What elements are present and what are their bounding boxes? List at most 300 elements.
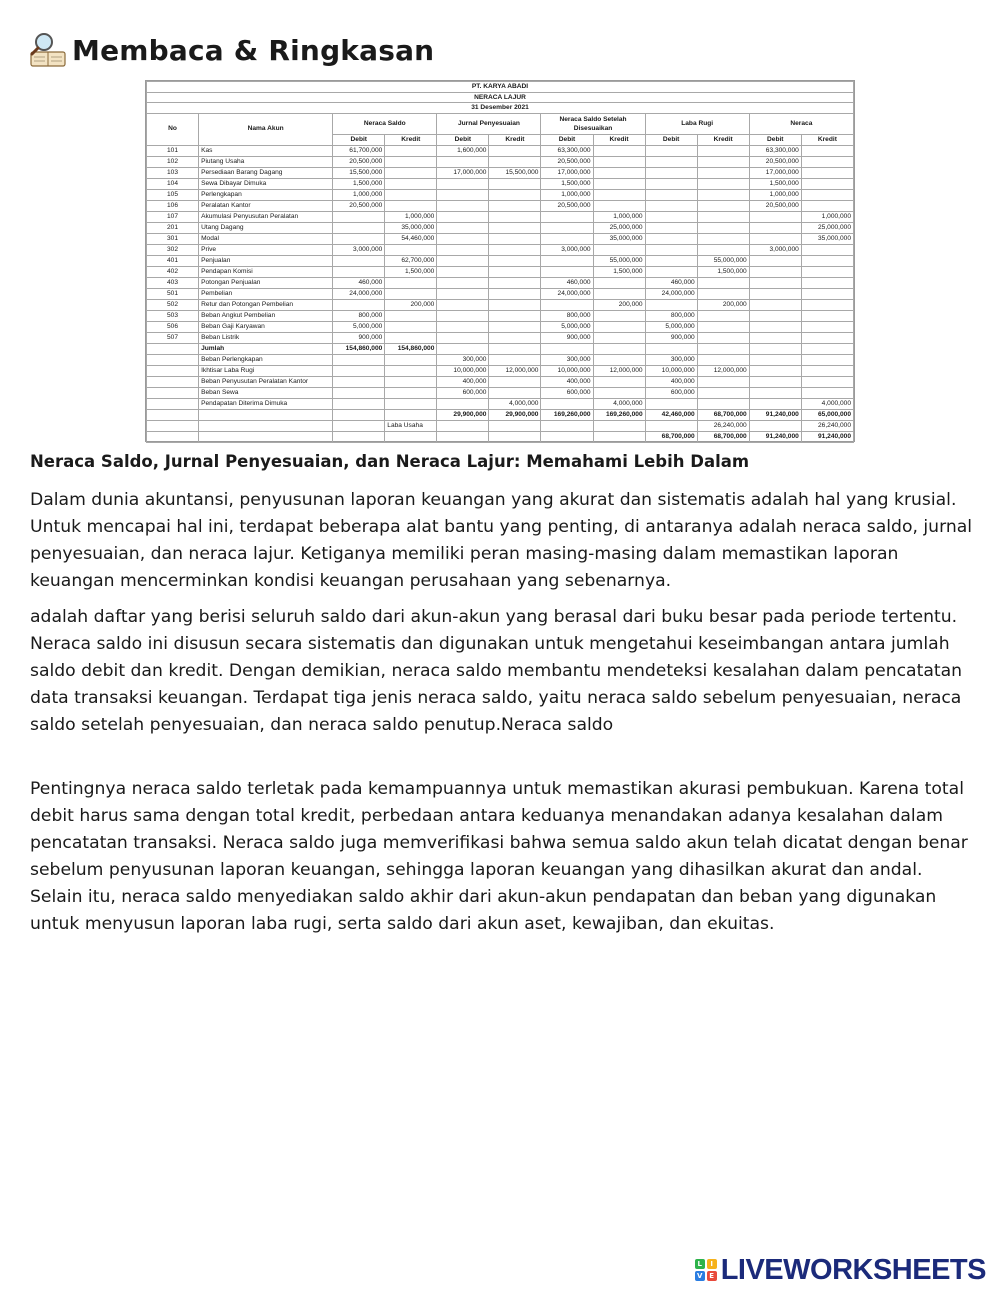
account-number: 101 — [147, 145, 199, 156]
amount-cell: 35,000,000 — [385, 222, 437, 233]
amount-cell: 20,500,000 — [541, 200, 593, 211]
account-name: Persediaan Barang Dagang — [199, 167, 333, 178]
amount-cell — [333, 365, 385, 376]
amount-cell: 55,000,000 — [593, 255, 645, 266]
table-row — [147, 211, 854, 222]
amount-cell: 300,000 — [437, 354, 489, 365]
credit-header: Kredit — [385, 134, 437, 145]
account-name: Beban Angkut Pembelian — [199, 310, 333, 321]
amount-cell — [333, 354, 385, 365]
account-number: 506 — [147, 321, 199, 332]
amount-cell — [749, 321, 801, 332]
table-row — [147, 409, 854, 420]
amount-cell: 3,000,000 — [749, 244, 801, 255]
debit-header: Debit — [749, 134, 801, 145]
amount-cell — [489, 431, 541, 442]
amount-cell: 24,000,000 — [541, 288, 593, 299]
amount-cell — [801, 365, 853, 376]
amount-cell: 91,240,000 — [749, 431, 801, 442]
amount-cell: 63,300,000 — [541, 145, 593, 156]
account-number: 403 — [147, 277, 199, 288]
amount-cell — [593, 178, 645, 189]
amount-cell: 68,700,000 — [645, 431, 697, 442]
debit-header: Debit — [541, 134, 593, 145]
account-name: Akumulasi Penyusutan Peralatan — [199, 211, 333, 222]
amount-cell — [489, 354, 541, 365]
amount-cell — [333, 398, 385, 409]
amount-cell: 20,500,000 — [541, 156, 593, 167]
amount-cell — [697, 200, 749, 211]
amount-cell — [749, 277, 801, 288]
amount-cell — [749, 299, 801, 310]
table-row — [147, 222, 854, 233]
account-name: Sewa Dibayar Dimuka — [199, 178, 333, 189]
amount-cell — [749, 420, 801, 431]
amount-cell — [593, 288, 645, 299]
amount-cell — [385, 332, 437, 343]
amount-cell: 29,900,000 — [437, 409, 489, 420]
table-row — [147, 167, 854, 178]
amount-cell — [645, 266, 697, 277]
amount-cell — [333, 299, 385, 310]
amount-cell: 26,240,000 — [697, 420, 749, 431]
account-name: Jumlah — [199, 343, 333, 354]
account-number: 401 — [147, 255, 199, 266]
amount-cell — [645, 233, 697, 244]
amount-cell — [749, 255, 801, 266]
amount-cell — [541, 211, 593, 222]
amount-cell — [541, 266, 593, 277]
amount-cell: 1,000,000 — [801, 211, 853, 222]
company-name: PT. KARYA ABADI — [147, 82, 854, 93]
amount-cell — [593, 145, 645, 156]
amount-cell: 460,000 — [333, 277, 385, 288]
amount-cell: 10,000,000 — [645, 365, 697, 376]
table-row — [147, 420, 854, 431]
amount-cell — [697, 354, 749, 365]
amount-cell — [801, 200, 853, 211]
amount-cell: 460,000 — [541, 277, 593, 288]
account-name: Prive — [199, 244, 333, 255]
amount-cell — [437, 178, 489, 189]
amount-cell: 1,500,000 — [541, 178, 593, 189]
amount-cell — [541, 222, 593, 233]
table-row — [147, 398, 854, 409]
logo-mark-letter: V — [695, 1271, 705, 1281]
amount-cell: 1,000,000 — [333, 189, 385, 200]
account-number — [147, 354, 199, 365]
account-name: Ikhtisar Laba Rugi — [199, 365, 333, 376]
account-name: Beban Listrik — [199, 332, 333, 343]
amount-cell — [749, 211, 801, 222]
amount-cell — [437, 288, 489, 299]
amount-cell: 12,000,000 — [593, 365, 645, 376]
account-number: 102 — [147, 156, 199, 167]
amount-cell — [385, 167, 437, 178]
amount-cell: 20,500,000 — [333, 200, 385, 211]
amount-cell: 3,000,000 — [333, 244, 385, 255]
amount-cell: 25,000,000 — [593, 222, 645, 233]
amount-cell — [645, 299, 697, 310]
amount-cell — [385, 277, 437, 288]
amount-cell — [489, 288, 541, 299]
account-number: 503 — [147, 310, 199, 321]
amount-cell: 460,000 — [645, 277, 697, 288]
amount-cell — [385, 431, 437, 442]
amount-cell: 1,500,000 — [697, 266, 749, 277]
amount-cell — [333, 255, 385, 266]
amount-cell — [437, 156, 489, 167]
paragraph-importance: Pentingnya neraca saldo terletak pada kemampuannya untuk memastikan akurasi pembukuan. Karena total debit harus sama dengan total kredit, perbedaan antara keduanya menandakan adanya kesalahan dalam pencatatan transaksi. Neraca saldo juga memverifikasi bahwa semua saldo akun telah dicatat dengan benar sebelum penyusunan laporan keuangan, sehingga laporan keuangan yang dihasilkan akurat dan andal. Selain itu, neraca saldo menyediakan saldo akhir dari akun-akun pendapatan dan beban yang digunakan untuk menyusun laporan laba rugi, serta saldo dari akun aset, kewajiban, dan ekuitas. — [30, 779, 968, 934]
amount-cell — [801, 244, 853, 255]
amount-cell: 54,460,000 — [385, 233, 437, 244]
account-number: 402 — [147, 266, 199, 277]
amount-cell — [593, 431, 645, 442]
amount-cell — [541, 255, 593, 266]
amount-cell — [697, 189, 749, 200]
amount-cell: 800,000 — [333, 310, 385, 321]
amount-cell: 4,000,000 — [801, 398, 853, 409]
amount-cell — [541, 343, 593, 354]
amount-cell: 26,240,000 — [801, 420, 853, 431]
amount-cell — [385, 178, 437, 189]
logo-mark-letter: E — [707, 1271, 717, 1281]
account-number — [147, 387, 199, 398]
amount-cell — [333, 431, 385, 442]
amount-cell — [437, 321, 489, 332]
account-name — [199, 409, 333, 420]
amount-cell — [333, 387, 385, 398]
account-name: Peralatan Kantor — [199, 200, 333, 211]
amount-cell — [749, 266, 801, 277]
paragraph-definition: adalah daftar yang berisi seluruh saldo dari akun-akun yang berasal dari buku besar pada periode tertentu. Neraca saldo ini disusun secara sistematis dan digunakan untuk mengetahui keseimbangan antara jumlah saldo debit dan kredit. Dengan demikian, neraca saldo membantu mendeteksi kesalahan dalam pencatatan data transaksi keuangan. Terdapat tiga jenis neraca saldo, yaitu neraca saldo sebelum penyesuaian, neraca saldo setelah penyesuaian, dan neraca saldo penutup.Neraca saldo — [30, 607, 963, 735]
amount-cell — [645, 189, 697, 200]
amount-cell: 600,000 — [645, 387, 697, 398]
amount-cell — [437, 255, 489, 266]
amount-cell — [801, 354, 853, 365]
amount-cell — [489, 299, 541, 310]
amount-cell — [697, 244, 749, 255]
amount-cell — [437, 244, 489, 255]
amount-cell: 900,000 — [645, 332, 697, 343]
amount-cell — [593, 156, 645, 167]
amount-cell: 55,000,000 — [697, 255, 749, 266]
group-header: Laba Rugi — [645, 113, 749, 134]
amount-cell — [593, 332, 645, 343]
account-name: Pendapan Komisi — [199, 266, 333, 277]
account-name — [199, 431, 333, 442]
logo-mark-letter: L — [695, 1259, 705, 1269]
amount-cell — [645, 200, 697, 211]
account-name: Perlengkapan — [199, 189, 333, 200]
amount-cell — [801, 310, 853, 321]
amount-cell — [541, 233, 593, 244]
amount-cell: 154,860,000 — [333, 343, 385, 354]
amount-cell: 600,000 — [437, 387, 489, 398]
worksheet-table — [146, 81, 854, 443]
amount-cell: 1,000,000 — [593, 211, 645, 222]
amount-cell — [593, 310, 645, 321]
account-name: Piutang Usaha — [199, 156, 333, 167]
paragraph-intro: Dalam dunia akuntansi, penyusunan laporan keuangan yang akurat dan sistematis adalah hal yang krusial. Untuk mencapai hal ini, terdapat beberapa alat bantu yang penting, di antaranya adalah neraca saldo, jurnal penyesuaian, dan neraca lajur. Ketiganya memiliki peran masing-masing dalam memastikan laporan keuangan mencerminkan kondisi keuangan perusahaan yang sebenarnya. — [30, 490, 973, 591]
amount-cell — [801, 321, 853, 332]
amount-cell — [697, 156, 749, 167]
amount-cell — [385, 398, 437, 409]
amount-cell — [489, 376, 541, 387]
amount-cell: 1,500,000 — [593, 266, 645, 277]
amount-cell — [749, 332, 801, 343]
amount-cell — [489, 233, 541, 244]
account-number: 106 — [147, 200, 199, 211]
amount-cell — [385, 354, 437, 365]
amount-cell — [697, 233, 749, 244]
amount-cell — [749, 376, 801, 387]
amount-cell — [385, 310, 437, 321]
account-number: 501 — [147, 288, 199, 299]
table-row — [147, 354, 854, 365]
amount-cell — [801, 288, 853, 299]
amount-cell: 12,000,000 — [697, 365, 749, 376]
debit-header: Debit — [437, 134, 489, 145]
amount-cell — [333, 376, 385, 387]
amount-cell — [333, 409, 385, 420]
amount-cell — [645, 211, 697, 222]
amount-cell — [541, 299, 593, 310]
amount-cell — [437, 277, 489, 288]
amount-cell — [801, 189, 853, 200]
amount-cell: 15,500,000 — [333, 167, 385, 178]
amount-cell — [749, 365, 801, 376]
amount-cell — [801, 167, 853, 178]
credit-header: Kredit — [697, 134, 749, 145]
amount-cell — [385, 409, 437, 420]
amount-cell — [697, 277, 749, 288]
amount-cell: 900,000 — [541, 332, 593, 343]
liveworksheets-logo — [695, 1253, 986, 1287]
account-name: Penjualan — [199, 255, 333, 266]
account-number: 104 — [147, 178, 199, 189]
amount-cell — [489, 321, 541, 332]
amount-cell: 169,260,000 — [541, 409, 593, 420]
amount-cell — [697, 387, 749, 398]
account-name: Retur dan Potongan Pembelian — [199, 299, 333, 310]
account-name: Kas — [199, 145, 333, 156]
amount-cell: 800,000 — [541, 310, 593, 321]
table-row — [147, 387, 854, 398]
amount-cell: 68,700,000 — [697, 431, 749, 442]
amount-cell — [593, 200, 645, 211]
amount-cell — [645, 255, 697, 266]
account-number: 302 — [147, 244, 199, 255]
amount-cell: 300,000 — [645, 354, 697, 365]
amount-cell: 20,500,000 — [749, 156, 801, 167]
account-number — [147, 409, 199, 420]
amount-cell — [489, 343, 541, 354]
amount-cell: 25,000,000 — [801, 222, 853, 233]
amount-cell — [437, 332, 489, 343]
amount-cell — [749, 288, 801, 299]
table-row — [147, 255, 854, 266]
amount-cell — [489, 277, 541, 288]
table-row — [147, 288, 854, 299]
amount-cell — [489, 145, 541, 156]
amount-cell — [645, 222, 697, 233]
amount-cell — [749, 398, 801, 409]
amount-cell — [801, 178, 853, 189]
amount-cell — [489, 222, 541, 233]
group-header: Neraca — [749, 113, 853, 134]
amount-cell — [593, 321, 645, 332]
amount-cell — [437, 200, 489, 211]
amount-cell: 300,000 — [541, 354, 593, 365]
amount-cell — [593, 376, 645, 387]
table-row — [147, 365, 854, 376]
amount-cell — [801, 343, 853, 354]
table-row — [147, 299, 854, 310]
amount-cell — [385, 244, 437, 255]
amount-cell — [593, 189, 645, 200]
amount-cell — [489, 420, 541, 431]
amount-cell — [333, 266, 385, 277]
account-number: 103 — [147, 167, 199, 178]
amount-cell — [697, 167, 749, 178]
amount-cell — [437, 266, 489, 277]
amount-cell — [593, 277, 645, 288]
account-number: 201 — [147, 222, 199, 233]
brand-name: LIVEWORKSHEETS — [720, 1253, 986, 1286]
amount-cell: 65,000,000 — [801, 409, 853, 420]
credit-header: Kredit — [801, 134, 853, 145]
amount-cell — [385, 156, 437, 167]
amount-cell — [697, 332, 749, 343]
amount-cell: 17,000,000 — [437, 167, 489, 178]
worksheet-image — [145, 80, 855, 442]
amount-cell — [801, 156, 853, 167]
amount-cell — [541, 420, 593, 431]
debit-header: Debit — [645, 134, 697, 145]
credit-header: Kredit — [593, 134, 645, 145]
amount-cell: 5,000,000 — [541, 321, 593, 332]
debit-header: Debit — [333, 134, 385, 145]
amount-cell: 200,000 — [697, 299, 749, 310]
amount-cell — [801, 387, 853, 398]
amount-cell: 200,000 — [385, 299, 437, 310]
amount-cell: 1,500,000 — [749, 178, 801, 189]
amount-cell: 154,860,000 — [385, 343, 437, 354]
account-number: 502 — [147, 299, 199, 310]
amount-cell — [437, 233, 489, 244]
amount-cell: 68,700,000 — [697, 409, 749, 420]
amount-cell — [801, 266, 853, 277]
amount-cell — [385, 376, 437, 387]
group-header: Jurnal Penyesuaian — [437, 113, 541, 134]
amount-cell — [385, 145, 437, 156]
group-header: Neraca Saldo Setelah Disesuaikan — [541, 113, 645, 134]
amount-cell: 1,600,000 — [437, 145, 489, 156]
amount-cell — [697, 398, 749, 409]
table-row — [147, 431, 854, 442]
amount-cell — [801, 255, 853, 266]
amount-cell — [697, 321, 749, 332]
amount-cell — [593, 343, 645, 354]
page-title: Membaca & Ringkasan — [72, 33, 435, 67]
amount-cell — [437, 431, 489, 442]
amount-cell — [385, 321, 437, 332]
account-number — [147, 431, 199, 442]
amount-cell: 61,700,000 — [333, 145, 385, 156]
amount-cell — [489, 189, 541, 200]
account-name: Beban Penyusutan Peralatan Kantor — [199, 376, 333, 387]
account-number: 507 — [147, 332, 199, 343]
amount-cell: 20,500,000 — [749, 200, 801, 211]
amount-cell — [489, 266, 541, 277]
amount-cell — [333, 233, 385, 244]
amount-cell: 400,000 — [645, 376, 697, 387]
amount-cell: 4,000,000 — [489, 398, 541, 409]
amount-cell — [801, 277, 853, 288]
amount-cell — [489, 332, 541, 343]
amount-cell — [437, 189, 489, 200]
amount-cell — [385, 189, 437, 200]
table-row — [147, 310, 854, 321]
amount-cell — [593, 244, 645, 255]
amount-cell: 1,500,000 — [385, 266, 437, 277]
account-name: Beban Perlengkapan — [199, 354, 333, 365]
amount-cell — [385, 387, 437, 398]
amount-cell: 10,000,000 — [541, 365, 593, 376]
amount-cell — [645, 343, 697, 354]
amount-cell: 20,500,000 — [333, 156, 385, 167]
amount-cell — [489, 211, 541, 222]
page-header — [28, 28, 434, 72]
amount-cell — [437, 222, 489, 233]
table-row — [147, 178, 854, 189]
magnifier-book-icon — [28, 30, 68, 70]
credit-header: Kredit — [489, 134, 541, 145]
amount-cell — [437, 420, 489, 431]
amount-cell: 62,700,000 — [385, 255, 437, 266]
amount-cell: 91,240,000 — [749, 409, 801, 420]
amount-cell — [489, 178, 541, 189]
amount-cell: 35,000,000 — [593, 233, 645, 244]
amount-cell — [749, 222, 801, 233]
amount-cell: 35,000,000 — [801, 233, 853, 244]
account-name: Beban Gaji Karyawan — [199, 321, 333, 332]
amount-cell: 5,000,000 — [333, 321, 385, 332]
report-date: 31 Desember 2021 — [147, 103, 854, 114]
amount-cell — [645, 156, 697, 167]
account-name: Pendapatan Diterima Dimuka — [199, 398, 333, 409]
amount-cell — [645, 178, 697, 189]
amount-cell — [385, 200, 437, 211]
amount-cell — [697, 310, 749, 321]
account-number: 107 — [147, 211, 199, 222]
table-row — [147, 233, 854, 244]
amount-cell: 15,500,000 — [489, 167, 541, 178]
table-row — [147, 189, 854, 200]
amount-cell — [541, 398, 593, 409]
amount-cell — [385, 365, 437, 376]
amount-cell — [697, 211, 749, 222]
amount-cell: 900,000 — [333, 332, 385, 343]
amount-cell — [697, 343, 749, 354]
amount-cell — [697, 376, 749, 387]
amount-cell: 12,000,000 — [489, 365, 541, 376]
account-number: 105 — [147, 189, 199, 200]
account-number — [147, 398, 199, 409]
account-name: Modal — [199, 233, 333, 244]
group-header: Neraca Saldo — [333, 113, 437, 134]
